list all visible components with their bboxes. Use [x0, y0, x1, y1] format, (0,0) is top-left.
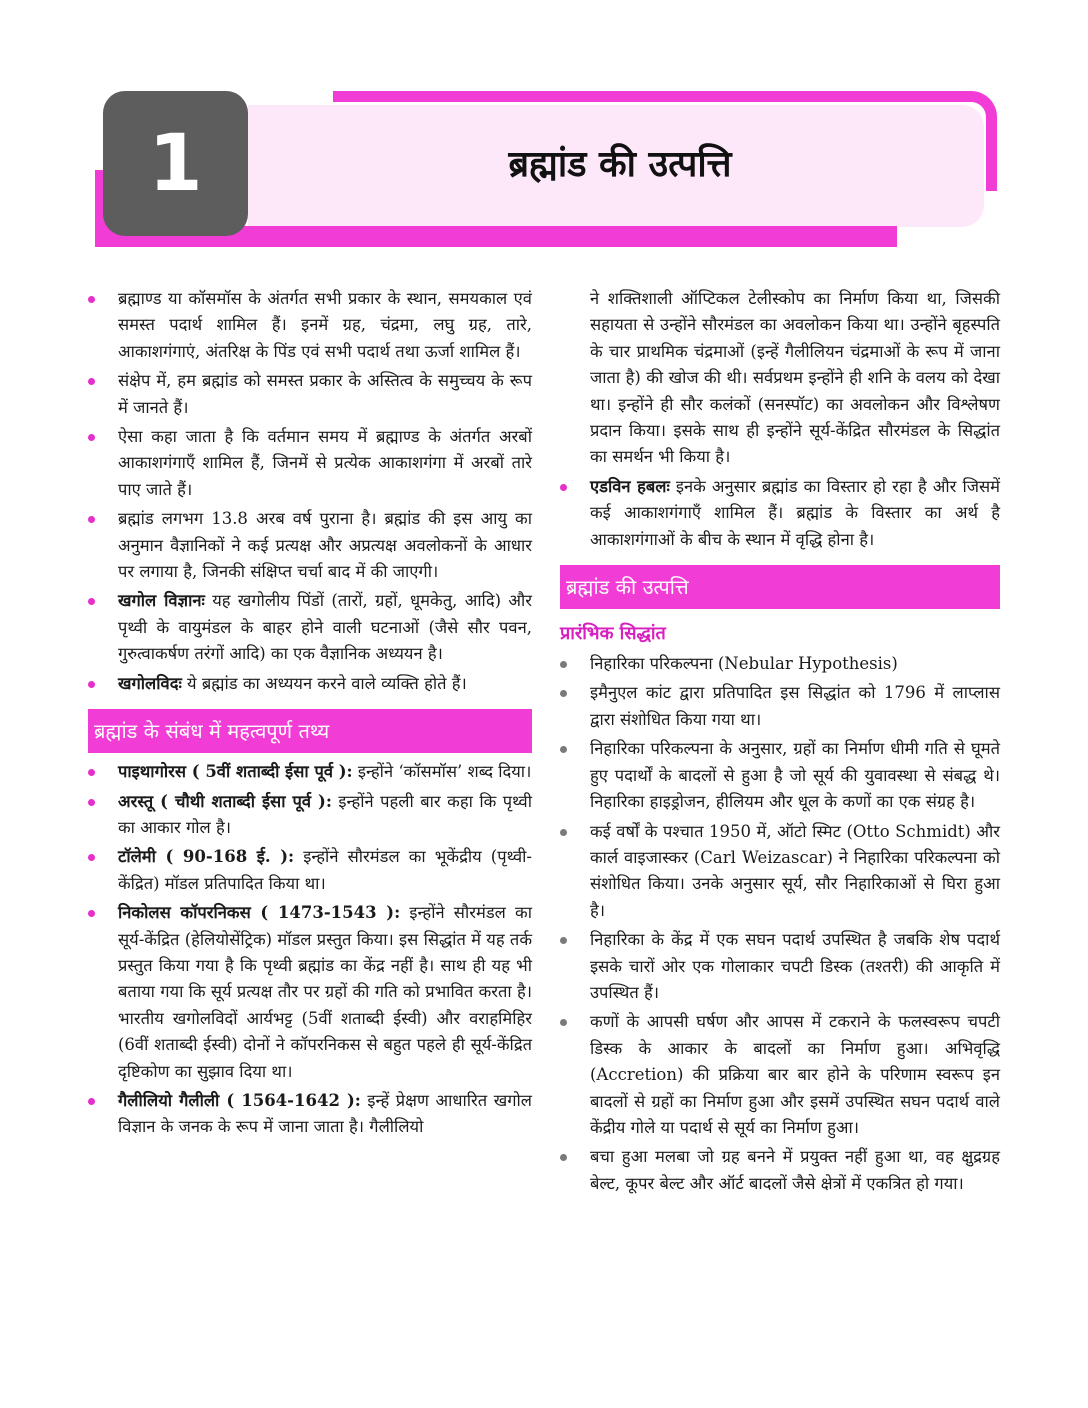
list-item: निहारिका के केंद्र में एक सघन पदार्थ उपस्थित है जबकि शेष पदार्थ इसके चारों ओर एक गोलाकार चपटी डिस्क (तश्तरी) की आकृति में उपस्थित हैं।	[560, 927, 1000, 1006]
chapter-number: 1	[148, 118, 203, 209]
section-heading-important-facts: ब्रह्मांड के संबंध में महत्वपूर्ण तथ्य	[88, 709, 532, 753]
fact-text: इन्होंने सौरमंडल का सूर्य-केंद्रित (हेलियोसेंट्रिक) मॉडल प्रस्तुत किया। इस सिद्धांत में यह तर्क प्रस्तुत किया गया है कि पृथ्वी ब्रह्मांड का केंद्र नहीं है। साथ ही यह भी बताया गया कि सूर्य प्रत्यक्ष तौर पर ग्रहों की गति को प्रभावित करता है। भारतीय खगोलविदों आर्यभट्ट (5वीं शताब्दी ईस्वी) और वराहमिहिर (6वीं शताब्दी ईस्वी) दोनों ने कॉपरनिकस से बहुत पहले ही सूर्य-केंद्रित दृष्टिकोण का सुझाव दिया था।	[118, 903, 533, 1081]
fact-item-ptolemy	[88, 844, 532, 897]
list-item: निहारिका परिकल्पना (Nebular Hypothesis)	[560, 651, 1000, 677]
fact-text: इन्होंने पहली बार कहा कि पृथ्वी का आकार गोल है।	[118, 791, 532, 837]
definition-hubble: इनके अनुसार ब्रह्मांड का विस्तार हो रहा है और जिसमें कई आकाशगंगाएँ शामिल हैं। ब्रह्मांड के विस्तार का अर्थ है आकाशगंगाओं के बीच के स्थान में वृद्धि होना है।	[590, 476, 1000, 549]
term-hubble: एडविन हबलः	[590, 476, 670, 496]
list-item-astronomy	[88, 588, 532, 667]
fact-item-aristotle	[88, 789, 532, 842]
list-item: संक्षेप में, हम ब्रह्मांड को समस्त प्रकार के अस्तित्व के समुच्चय के रूप में जानते हैं।	[88, 368, 532, 421]
fact-term: गैलीलियो गैलीली ( 1564-1642 ):	[118, 1090, 361, 1110]
definition-astronomer: ये ब्रह्मांड का अध्ययन करने वाले व्यक्ति होते हैं।	[181, 673, 467, 693]
fact-item-hubble	[560, 474, 1000, 553]
list-item: ब्रह्मांड लगभग 13.8 अरब वर्ष पुराना है। ब्रह्मांड की इस आयु का अनुमान वैज्ञानिकों ने कई प्रत्यक्ष और अप्रत्यक्ष अवलोकनों के आधार पर लगाया है, जिनकी संक्षिप्त चर्चा बाद में की जाएगी।	[88, 506, 532, 585]
list-item: कई वर्षों के पश्चात 1950 में, ऑटो स्मिट (Otto Schmidt) और कार्ल वाइजास्कर (Carl Weizascar) ने निहारिका परिकल्पना को संशोधित किया। उनके अनुसार सूर्य, सौर निहारिकाओं से घिरा हुआ है।	[560, 819, 1000, 925]
definition-astronomy: यह खगोलीय पिंडों (तारों, ग्रहों, धूमकेतु, आदि) और पृथ्वी के वायुमंडल के बाहर होने वाली घटनाओं (जैसे सौर पवन, गुरुत्वाकर्षण तरंगों आदि) का एक वैज्ञानिक अध्ययन है।	[118, 591, 532, 664]
list-item: इमैनुएल कांट द्वारा प्रतिपादित इस सिद्धांत को 1796 में लाप्लास द्वारा संशोधित किया गया था।	[560, 680, 1000, 733]
fact-item-galileo	[88, 1088, 532, 1141]
fact-term: टॉलेमी ( 90-168 ई. ):	[118, 847, 295, 867]
fact-text: इन्हें प्रेक्षण आधारित खगोल विज्ञान के जनक के रूप में जाना जाता है। गैलीलियो	[118, 1090, 532, 1137]
chapter-title: ब्रह्मांड की उत्पत्ति	[508, 143, 732, 185]
term-astronomy: खगोल विज्ञानः	[118, 591, 205, 611]
list-item: निहारिका परिकल्पना के अनुसार, ग्रहों का निर्माण धीमी गति से घूमते हुए पदार्थों के बादलों से हुआ है जो सूर्य की युवावस्था से संबद्ध थे। निहारिका हाइड्रोजन, हीलियम और धूल के कणों का एक संग्रह है।	[560, 736, 1000, 815]
subheading-early-theories: प्रारंभिक सिद्धांत	[560, 623, 666, 645]
list-item: कणों के आपसी घर्षण और आपस में टकराने के फलस्वरूप चपटी डिस्क के आकार के बादलों का निर्माण हुआ। अभिवृद्धि (Accretion) की प्रक्रिया बार बार होने के परिणाम स्वरूप इन बादलों से ग्रहों का निर्माण हुआ और इसमें उपस्थित सघन पदार्थ वाले केंद्रीय गोले या पदार्थ से सूर्य का निर्माण हुआ।	[560, 1009, 1000, 1141]
section-heading-origin: ब्रह्मांड की उत्पत्ति	[560, 565, 1000, 609]
chapter-number-box	[103, 91, 248, 236]
fact-term: निकोलस कॉपरनिकस ( 1473-1543 ):	[118, 903, 401, 923]
term-astronomer: खगोलविदः	[118, 673, 182, 693]
list-item: बचा हुआ मलबा जो ग्रह बनने में प्रयुक्त नहीं हुआ था, वह क्षुद्रग्रह बेल्ट, कूपर बेल्ट और ऑर्ट बादलों जैसे क्षेत्रों में एकत्रित हो गया।	[560, 1144, 1000, 1197]
fact-text: इन्होंने ‘कॉसमॉस’ शब्द दिया।	[352, 762, 532, 782]
left-column	[88, 286, 532, 1144]
fact-item-copernicus	[88, 900, 532, 1085]
fact-term: अरस्तू ( चौथी शताब्दी ईसा पूर्व ):	[118, 791, 332, 811]
fact-text: इन्होंने सौरमंडल का भूकेंद्रीय (पृथ्वी-केंद्रित) मॉडल प्रतिपादित किया था।	[118, 847, 532, 893]
list-item: ब्रह्माण्ड या कॉसमॉस के अंतर्गत सभी प्रकार के स्थान, समयकाल एवं समस्त पदार्थ शामिल हैं। इनमें ग्रह, चंद्रमा, लघु ग्रह, तारे, आकाशगंगाएं, अंतरिक्ष के पिंड एवं सभी पदार्थ तथा ऊर्जा शामिल हैं।	[88, 286, 532, 365]
galileo-continued-text: ने शक्तिशाली ऑप्टिकल टेलीस्कोप का निर्माण किया था, जिसकी सहायता से उन्होंने सौरमंडल का अवलोकन किया था। उन्होंने बृहस्पति के चार प्राथमिक चंद्रमाओं (इन्हें गैलीलियन चंद्रमाओं के रूप में जाना जाता है) की खोज की थी। सर्वप्रथम इन्होंने ही शनि के वलय को देखा था। इन्होंने ही सौर कलंकों (सनस्पॉट) का अवलोकन और विश्लेषण प्रदान किया। इसके साथ ही इन्होंने सूर्य-केंद्रित सौरमंडल के सिद्धांत का समर्थन भी किया है।	[590, 289, 1000, 467]
right-column	[560, 286, 1000, 1200]
fact-item-pythagoras	[88, 759, 532, 785]
list-item-astronomer	[88, 671, 532, 697]
fact-term: पाइथागोरस ( 5वीं शताब्दी ईसा पूर्व ):	[118, 762, 353, 782]
list-item: ऐसा कहा जाता है कि वर्तमान समय में ब्रह्माण्ड के अंतर्गत अरबों आकाशगंगाएँ शामिल हैं, जिनमें से प्रत्येक आकाशगंगा में अरबों तारे पाए जाते हैं।	[88, 424, 532, 503]
